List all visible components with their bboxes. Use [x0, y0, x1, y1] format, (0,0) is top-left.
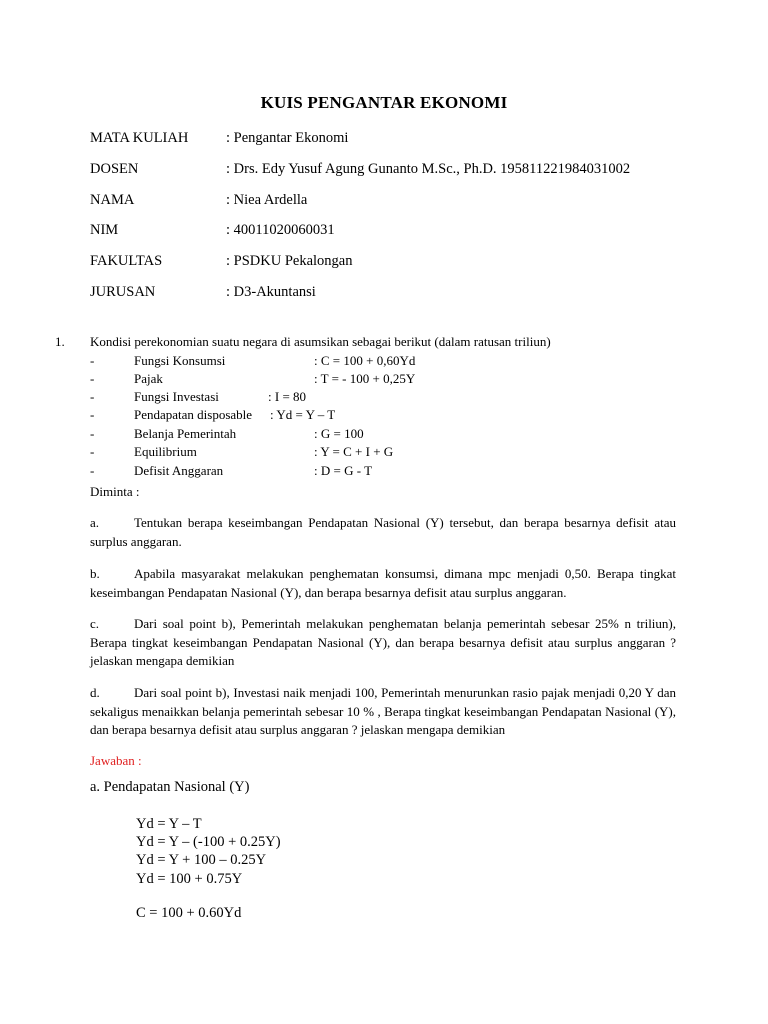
- info-value: : 40011020060031: [226, 222, 335, 238]
- part-letter: a.: [90, 515, 100, 530]
- list-item: [90, 353, 690, 371]
- answer-line: Yd = 100 + 0.75Y: [136, 871, 243, 887]
- list-item-name: Fungsi Investasi: [134, 389, 219, 404]
- list-item-formula: : D = G - T: [314, 463, 373, 478]
- list-item-name: Pendapatan disposable: [134, 407, 253, 422]
- part-letter: b.: [90, 566, 100, 581]
- list-item-name: Belanja Pemerintah: [134, 426, 237, 441]
- list-item-formula: : Y = C + I + G: [314, 444, 394, 459]
- diminta-label: Diminta :: [90, 484, 140, 499]
- answer-heading: a. Pendapatan Nasional (Y): [90, 779, 250, 795]
- part-letter: c.: [90, 616, 100, 631]
- info-label: NAMA: [90, 192, 135, 208]
- list-item: [90, 407, 690, 425]
- list-item-formula: : Yd = Y – T: [270, 407, 336, 422]
- question-number: 1.: [55, 334, 65, 349]
- info-label: NIM: [90, 222, 119, 238]
- list-item-name: Equilibrium: [134, 444, 197, 459]
- list-bullet: -: [90, 463, 95, 478]
- list-item-formula: : G = 100: [314, 426, 364, 441]
- list-item-formula: : T = - 100 + 0,25Y: [314, 371, 416, 386]
- list-item: [90, 463, 690, 481]
- question-part-b: [90, 565, 676, 602]
- question-part-d: [90, 684, 676, 740]
- info-label: MATA KULIAH: [90, 130, 189, 146]
- list-item: [90, 444, 690, 462]
- jawaban-label: Jawaban :: [90, 753, 142, 768]
- info-label: FAKULTAS: [90, 253, 163, 269]
- list-item-name: Pajak: [134, 371, 163, 386]
- list-bullet: -: [90, 426, 95, 441]
- part-text: Apabila masyarakat melakukan penghematan konsumsi, dimana mpc menjadi 0,50. Berapa tingkat keseimbangan Pendapatan Nasional (Y), dan berapa besarnya defisit atau surplus anggaran.: [90, 566, 676, 600]
- answer-consumption-line: C = 100 + 0.60Yd: [136, 905, 242, 921]
- part-letter: d.: [90, 685, 100, 700]
- list-bullet: -: [90, 371, 95, 386]
- question-intro: Kondisi perekonomian suatu negara di asumsikan sebagai berikut (dalam ratusan triliun): [90, 334, 551, 349]
- question-part-c: [90, 615, 676, 671]
- part-text: Dari soal point b), Investasi naik menjadi 100, Pemerintah menurunkan rasio pajak menjadi 0,20 Y dan sekaligus menaikkan belanja pemerintah sebesar 10 % , Berapa tingkat keseimbangan Pendapatan Nasional (Y), dan berapa besarnya defisit atau surplus anggaran ? jelaskan mengapa demikian: [90, 685, 676, 738]
- info-value: : Pengantar Ekonomi: [226, 130, 349, 146]
- page-title: KUIS PENGANTAR EKONOMI: [260, 93, 508, 112]
- info-label: DOSEN: [90, 161, 139, 177]
- answer-line: Yd = Y – T: [136, 816, 202, 832]
- list-item: [90, 389, 690, 407]
- list-item-formula: : C = 100 + 0,60Yd: [314, 353, 416, 368]
- list-bullet: -: [90, 407, 95, 422]
- part-text: Tentukan berapa keseimbangan Pendapatan Nasional (Y) tersebut, dan berapa besarnya defisit atau surplus anggaran.: [90, 515, 676, 549]
- info-value: : PSDKU Pekalongan: [226, 253, 353, 269]
- list-item-name: Defisit Anggaran: [134, 463, 224, 478]
- list-item: [90, 426, 690, 444]
- list-bullet: -: [90, 444, 95, 459]
- list-item-formula: : I = 80: [268, 389, 307, 404]
- info-value: : Niea Ardella: [226, 192, 308, 208]
- info-label: JURUSAN: [90, 284, 156, 300]
- list-bullet: -: [90, 389, 95, 404]
- answer-line: Yd = Y + 100 – 0.25Y: [136, 852, 267, 868]
- list-bullet: -: [90, 353, 95, 368]
- question-part-a: [90, 514, 676, 551]
- list-item: [90, 371, 690, 389]
- info-value: : D3-Akuntansi: [226, 284, 316, 300]
- part-text: Dari soal point b), Pemerintah melakukan penghematan belanja pemerintah sebesar 25% n triliun), Berapa tingkat keseimbangan Pendapatan Nasional (Y), dan berapa besarnya defisit atau surplus anggaran ? jelaskan mengapa demikian: [90, 616, 676, 669]
- list-item-name: Fungsi Konsumsi: [134, 353, 226, 368]
- info-value: : Drs. Edy Yusuf Agung Gunanto M.Sc., Ph.D. 195811221984031002: [226, 161, 631, 177]
- answer-line: Yd = Y – (-100 + 0.25Y): [136, 834, 281, 850]
